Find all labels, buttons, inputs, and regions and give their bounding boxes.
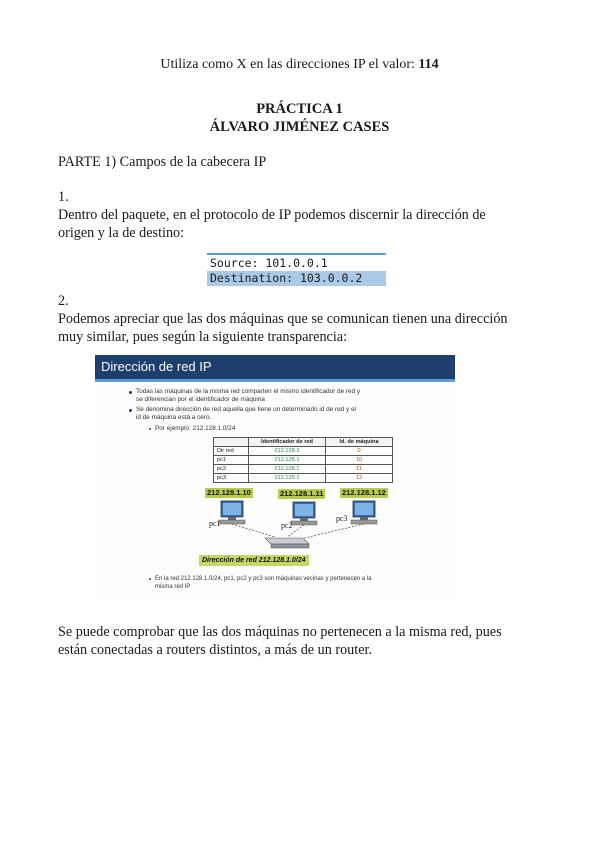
section-heading: PARTE 1) Campos de la cabecera IP xyxy=(58,154,267,170)
network-address-label: Dirección de red 212.128.1.0/24 xyxy=(199,555,309,566)
table-cell: 212.128.1 xyxy=(249,447,326,456)
pc3-label: pc3 xyxy=(336,514,348,523)
conclusion-line1: Se puede comprobar que las dos máquinas no pertenecen a la misma red, pues xyxy=(58,624,502,640)
q1-text-line2: origen y la de destino: xyxy=(58,225,185,241)
instruction-text: Utiliza como X en las direcciones IP el valor: xyxy=(160,57,415,72)
table-cell: 12 xyxy=(326,474,393,483)
slide-image xyxy=(95,355,455,598)
capture-top-bar xyxy=(207,253,386,255)
pc2-label: pc2 xyxy=(281,521,293,530)
slide-sub-bullet: Por ejemplo: 212.128.1.0/24 xyxy=(155,425,236,432)
q2-number: 2. xyxy=(58,293,69,309)
table-cell: pc2 xyxy=(214,465,249,474)
ip-label-pc1: 212.128.1.10 xyxy=(207,488,251,497)
table-cell: Dir red xyxy=(214,447,249,456)
instruction-line xyxy=(0,57,599,73)
slide-title: Dirección de red IP xyxy=(95,355,455,379)
pc1-label: pc1 xyxy=(209,519,221,528)
ip-label-pc3: 212.128.1.12 xyxy=(342,488,386,497)
capture-source: Source: 101.0.0.1 xyxy=(207,256,386,271)
slide-bullet1-line2: se diferencian por el identificador de máquina xyxy=(136,396,265,403)
slide-bullet2-line2: id de máquina está a cero. xyxy=(136,414,212,421)
packet-capture-image xyxy=(207,253,386,287)
computer-icon xyxy=(219,501,245,524)
sub-bullet-dot xyxy=(149,578,151,580)
table-header: Identificador de red xyxy=(249,438,326,447)
table-cell: 212.128.1 xyxy=(249,465,326,474)
slide-bullet2-line1: Se denomina dirección de red aquella que tiene un determinado id de red y el xyxy=(136,406,356,413)
capture-destination: Destination: 103.0.0.2 xyxy=(207,271,386,286)
table-cell: 212.128.1 xyxy=(249,456,326,465)
table-cell: 0 xyxy=(326,447,393,456)
q1-text-line1: Dentro del paquete, en el protocolo de IP podemos discernir la dirección de xyxy=(58,207,486,223)
slide-bullet3-line1: En la red 212.128.1.0/24, pc1, pc2 y pc3 son máquinas vecinas y pertenecen a la xyxy=(155,576,372,582)
slide-bullet3-line2: misma red IP xyxy=(155,584,191,590)
slide-bullet1-line1: Todas las máquinas de la misma red comparten el mismo identificador de red y xyxy=(136,388,361,395)
table-cell: pc1 xyxy=(214,456,249,465)
switch-icon xyxy=(265,538,309,548)
practice-title: PRÁCTICA 1 xyxy=(256,101,343,117)
q2-text-line1: Podemos apreciar que las dos máquinas que se comunican tienen una dirección xyxy=(58,311,508,327)
table-cell: pc3 xyxy=(214,474,249,483)
author-name: ÁLVARO JIMÉNEZ CASES xyxy=(209,119,390,135)
ip-label-pc2: 212.128.1.11 xyxy=(280,489,324,498)
table-header: Id. de máquina xyxy=(326,438,393,447)
table-cell: 11 xyxy=(326,465,393,474)
q2-text-line2: muy similar, pues según la siguiente transparencia: xyxy=(58,329,348,345)
table-cell: 10 xyxy=(326,456,393,465)
conclusion-line2: están conectadas a routers distintos, a más de un router. xyxy=(58,642,373,658)
computer-icon xyxy=(291,502,317,525)
instruction-value: 114 xyxy=(418,57,439,72)
table-cell: 212.128.1 xyxy=(249,474,326,483)
q1-number: 1. xyxy=(58,189,69,205)
computer-icon xyxy=(351,501,377,524)
